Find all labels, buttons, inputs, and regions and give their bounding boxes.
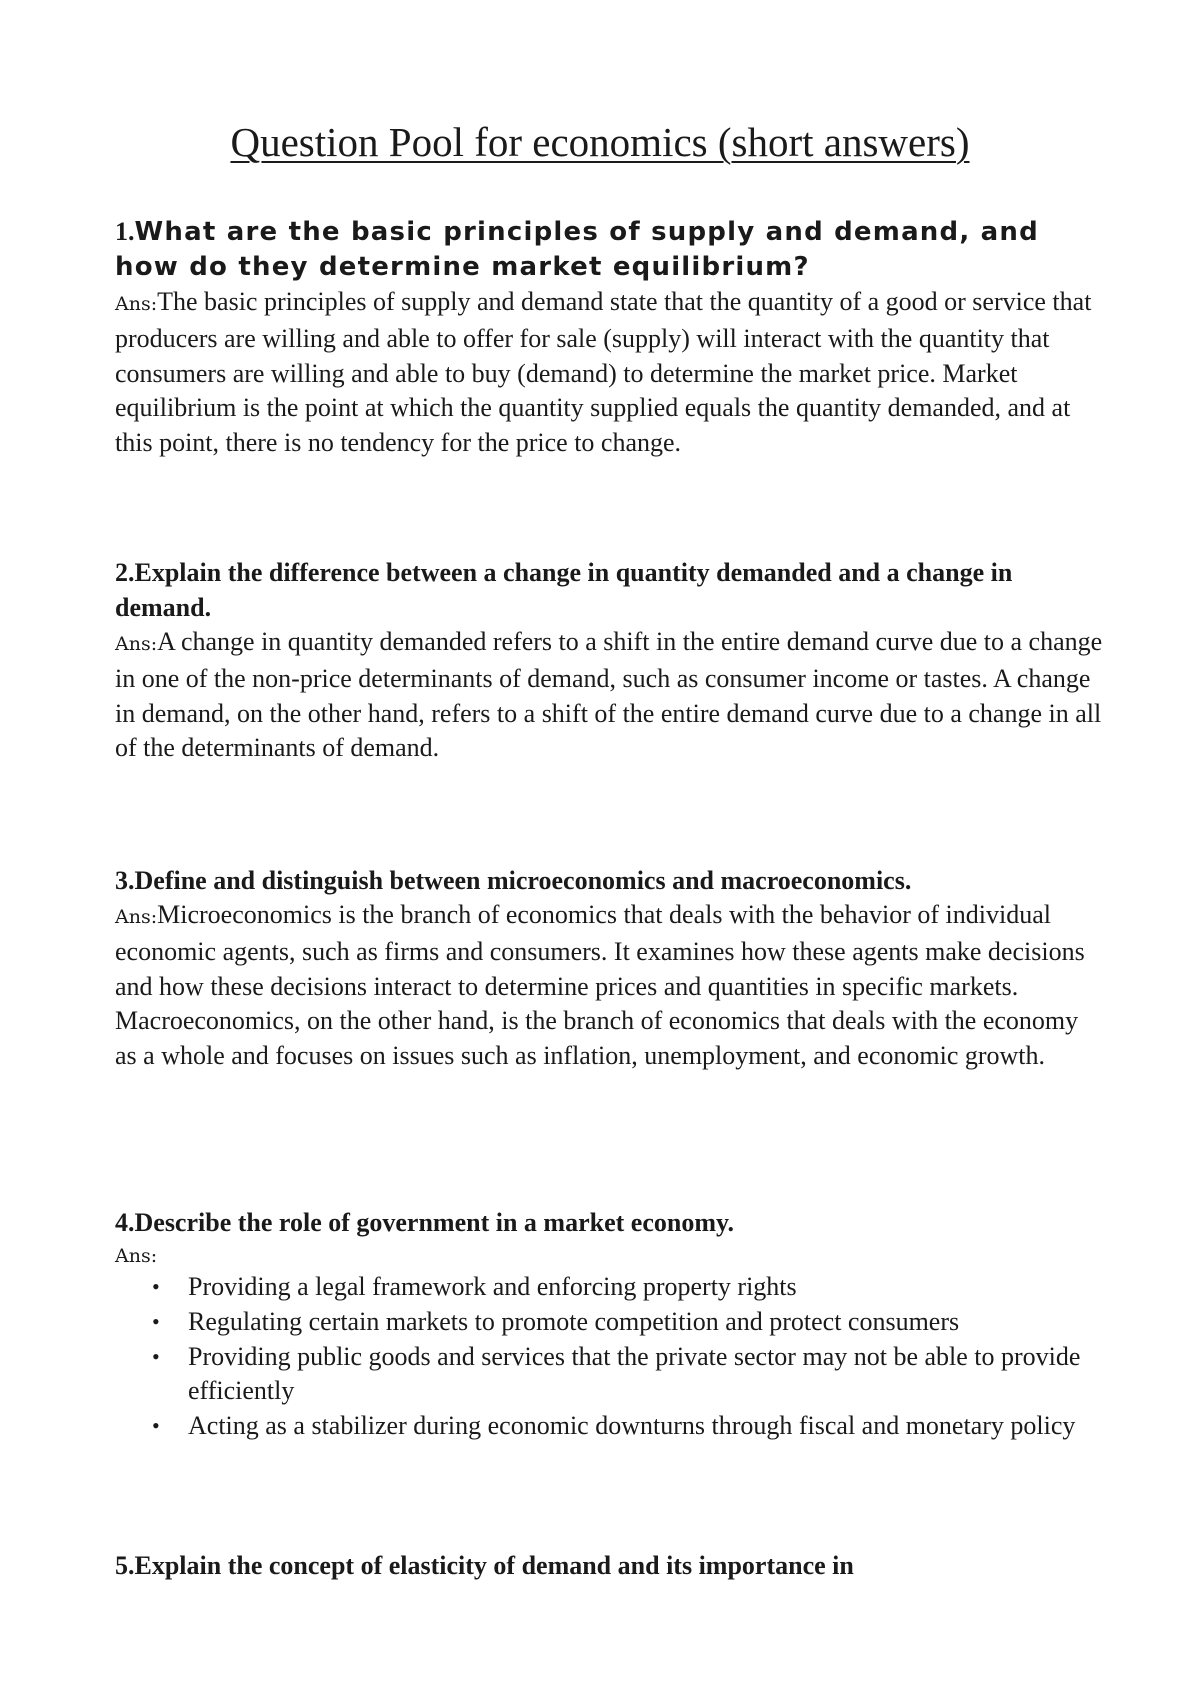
answer-4-list — [115, 1270, 1105, 1444]
question-3 — [115, 863, 1105, 1074]
question-5-text: Explain the concept of elasticity of demand and its importance in — [134, 1551, 854, 1580]
question-3-text: Define and distinguish between microeconomics and macroeconomics. — [134, 866, 912, 895]
bullet-icon: • — [152, 1343, 160, 1369]
answer-label: Ans: — [115, 906, 158, 928]
question-2-heading — [115, 555, 1105, 625]
list-item-text: Regulating certain markets to promote competition and protect consumers — [188, 1306, 960, 1336]
list-item-text: Acting as a stabilizer during economic downturns through fiscal and monetary policy — [188, 1411, 1076, 1441]
list-item-text: Providing a legal framework and enforcing property rights — [188, 1272, 797, 1301]
question-3-heading — [115, 863, 1105, 898]
answer-1-text: The basic principles of supply and demand state that the quantity of a good or service that producers are willing and able to offer for sale (supply) will interact with the quantity that consumers are willing and able to buy (demand) to determine the market price. Market equilibrium is the point at which the quantity supplied equals the quantity demanded, and at this point, there is no tendency for the price to change. — [115, 287, 1092, 458]
answer-4 — [115, 1240, 1105, 1270]
answer-label: Ans: — [115, 293, 158, 315]
question-5-heading — [115, 1548, 1105, 1583]
question-4-text: Describe the role of government in a market economy. — [134, 1208, 735, 1237]
list-item — [115, 1270, 1105, 1305]
list-item — [115, 1409, 1105, 1444]
answer-2 — [115, 625, 1105, 766]
page-title: Question Pool for economics (short answers) — [230, 119, 970, 165]
question-1-heading — [115, 214, 1105, 285]
answer-1 — [115, 285, 1105, 461]
question-1 — [115, 214, 1105, 461]
question-2 — [115, 555, 1105, 766]
question-1-text: What are the basic principles of supply and demand, and how do they determine market equilibrium? — [115, 217, 1039, 282]
question-5-number: 5. — [115, 1551, 135, 1580]
bullet-icon: • — [152, 1308, 160, 1334]
answer-label: Ans: — [115, 633, 158, 655]
question-3-number: 3. — [115, 866, 135, 895]
question-1-number: 1. — [115, 217, 135, 246]
question-2-text: Explain the difference between a change in quantity demanded and a change in demand. — [115, 558, 1013, 622]
question-4-number: 4. — [115, 1208, 135, 1237]
answer-2-text: A change in quantity demanded refers to a shift in the entire demand curve due to a change in one of the non-price determinants of demand, such as consumer income or tastes. A change in demand, on the other hand, refers to a shift of the entire demand curve due to a change in all of the determinants of demand. — [115, 627, 1103, 763]
question-4 — [115, 1205, 1105, 1444]
bullet-icon: • — [152, 1413, 160, 1439]
answer-label: Ans: — [115, 1245, 158, 1267]
answer-3-text: Microeconomics is the branch of economics that deals with the behavior of individual economic agents, such as firms and consumers. It examines how these agents make decisions and how these decisions interact to determine prices and quantities in specific markets. Macroeconomics, on the other hand, is the branch of economics that deals with the economy as a whole and focuses on issues such as inflation, unemployment, and economic growth. — [115, 900, 1085, 1071]
list-item — [115, 1305, 1105, 1340]
question-2-number: 2. — [115, 558, 135, 587]
question-5 — [115, 1548, 1105, 1583]
bullet-icon: • — [152, 1274, 160, 1299]
list-item-text: Providing public goods and services that the private sector may not be able to provide efficiently — [188, 1341, 1081, 1406]
question-4-heading — [115, 1205, 1105, 1240]
answer-3 — [115, 898, 1105, 1074]
list-item — [115, 1340, 1105, 1410]
